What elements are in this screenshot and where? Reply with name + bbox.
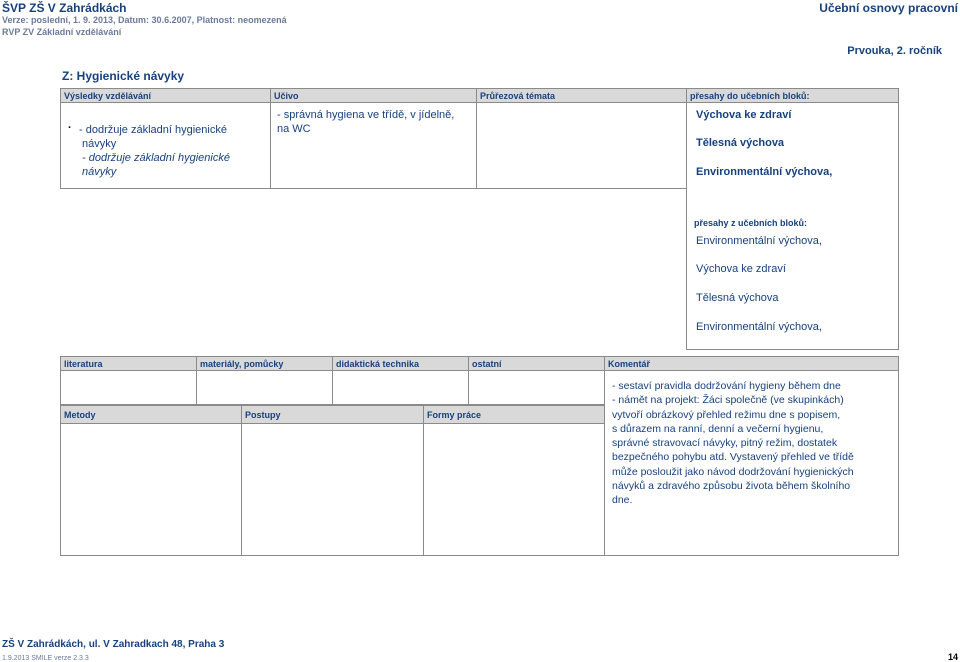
comment-line: správné stravovací návyky, pitný režim, dostatek	[612, 437, 838, 450]
comment-line: vytvoří obrázkový přehled režimu dne s popisem,	[612, 408, 841, 421]
overlap-to-3: Environmentální výchova,	[696, 166, 833, 178]
bullet: ·	[68, 122, 72, 134]
comment-line: bezpečného pohybu atd. Vystavený přehled ve třídě	[612, 451, 854, 464]
subject-label: Prvouka, 2. ročník	[847, 45, 942, 57]
header-didactic-technology: didaktická technika	[332, 356, 469, 371]
footer-software: 1.9.2013 SMILE verze 2.3.3	[2, 655, 89, 662]
methods-cell	[60, 423, 242, 556]
topic-title: Z: Hygienické návyky	[62, 69, 185, 83]
header-crosscutting-themes: Průřezová témata	[476, 88, 687, 103]
header-overlaps-to: přesahy do učebních bloků:	[686, 88, 899, 103]
header-outcomes: Výsledky vzdělávání	[60, 88, 271, 103]
overlap-to-1: Výchova ke zdraví	[696, 109, 792, 121]
didactic-technology-cell	[332, 370, 469, 405]
comment-line: návyků a zdravého způsobu života během školního	[612, 480, 851, 493]
content-line-1: - správná hygiena ve třídě, v jídelně,	[277, 109, 455, 121]
outcomes-cell	[60, 102, 271, 189]
other-cell	[468, 370, 605, 405]
page-number: 14	[947, 652, 958, 662]
version-line: Verze: poslední, 1. 9. 2013, Datum: 30.6.2007, Platnost: neomezená	[2, 15, 287, 25]
overlap-from-3: Tělesná výchova	[696, 292, 779, 304]
header-procedures: Postupy	[241, 405, 424, 424]
materials-cell	[196, 370, 333, 405]
outcome-2-cont: návyky	[82, 166, 117, 178]
header-other: ostatní	[468, 356, 605, 371]
overlap-from-4: Environmentální výchova,	[696, 321, 822, 333]
themes-cell	[476, 102, 687, 189]
header-literature: literatura	[60, 356, 197, 371]
header-materials: materiály, pomůcky	[196, 356, 333, 371]
header-content: Učivo	[270, 88, 477, 103]
outcome-1-cont: návyky	[82, 138, 117, 150]
overlap-from-2: Výchova ke zdraví	[696, 263, 786, 275]
document-type: Učební osnovy pracovní	[819, 1, 958, 15]
forms-of-work-cell	[423, 423, 605, 556]
comment-line: dne.	[612, 494, 633, 507]
comment-line: - sestaví pravidla dodržování hygieny během dne	[612, 380, 841, 392]
outcome-2: - dodržuje základní hygienické	[82, 152, 230, 164]
procedures-cell	[241, 423, 424, 556]
content-line-2: na WC	[277, 123, 311, 135]
document-title: ŠVP ZŠ V Zahrádkách	[2, 1, 127, 15]
overlaps-from-label: přesahy z učebních bloků:	[694, 218, 808, 228]
header-methods: Metody	[60, 405, 242, 424]
header-comment: Komentář	[604, 356, 899, 371]
overlap-to-2: Tělesná výchova	[696, 137, 785, 149]
comment-line: s důrazem na ranní, denní a večerní hygienu,	[612, 422, 824, 435]
literature-cell	[60, 370, 197, 405]
comment-text	[612, 379, 854, 508]
footer-school: ZŠ V Zahrádkách, ul. V Zahradkach 48, Praha 3	[2, 639, 225, 650]
outcome-1: - dodržuje základní hygienické	[79, 124, 227, 136]
comment-cell	[604, 370, 899, 556]
content-cell	[270, 102, 477, 189]
comment-line: - námět na projekt: Žáci společně (ve skupinkách)	[612, 394, 844, 407]
header-forms-of-work: Formy práce	[423, 405, 605, 424]
overlap-from-1: Environmentální výchova,	[696, 235, 822, 247]
comment-line: může posloužit jako návod dodržování hygienických	[612, 465, 854, 478]
overlaps-cell	[686, 102, 899, 350]
rvp-line: RVP ZV Základní vzdělávání	[2, 27, 122, 37]
